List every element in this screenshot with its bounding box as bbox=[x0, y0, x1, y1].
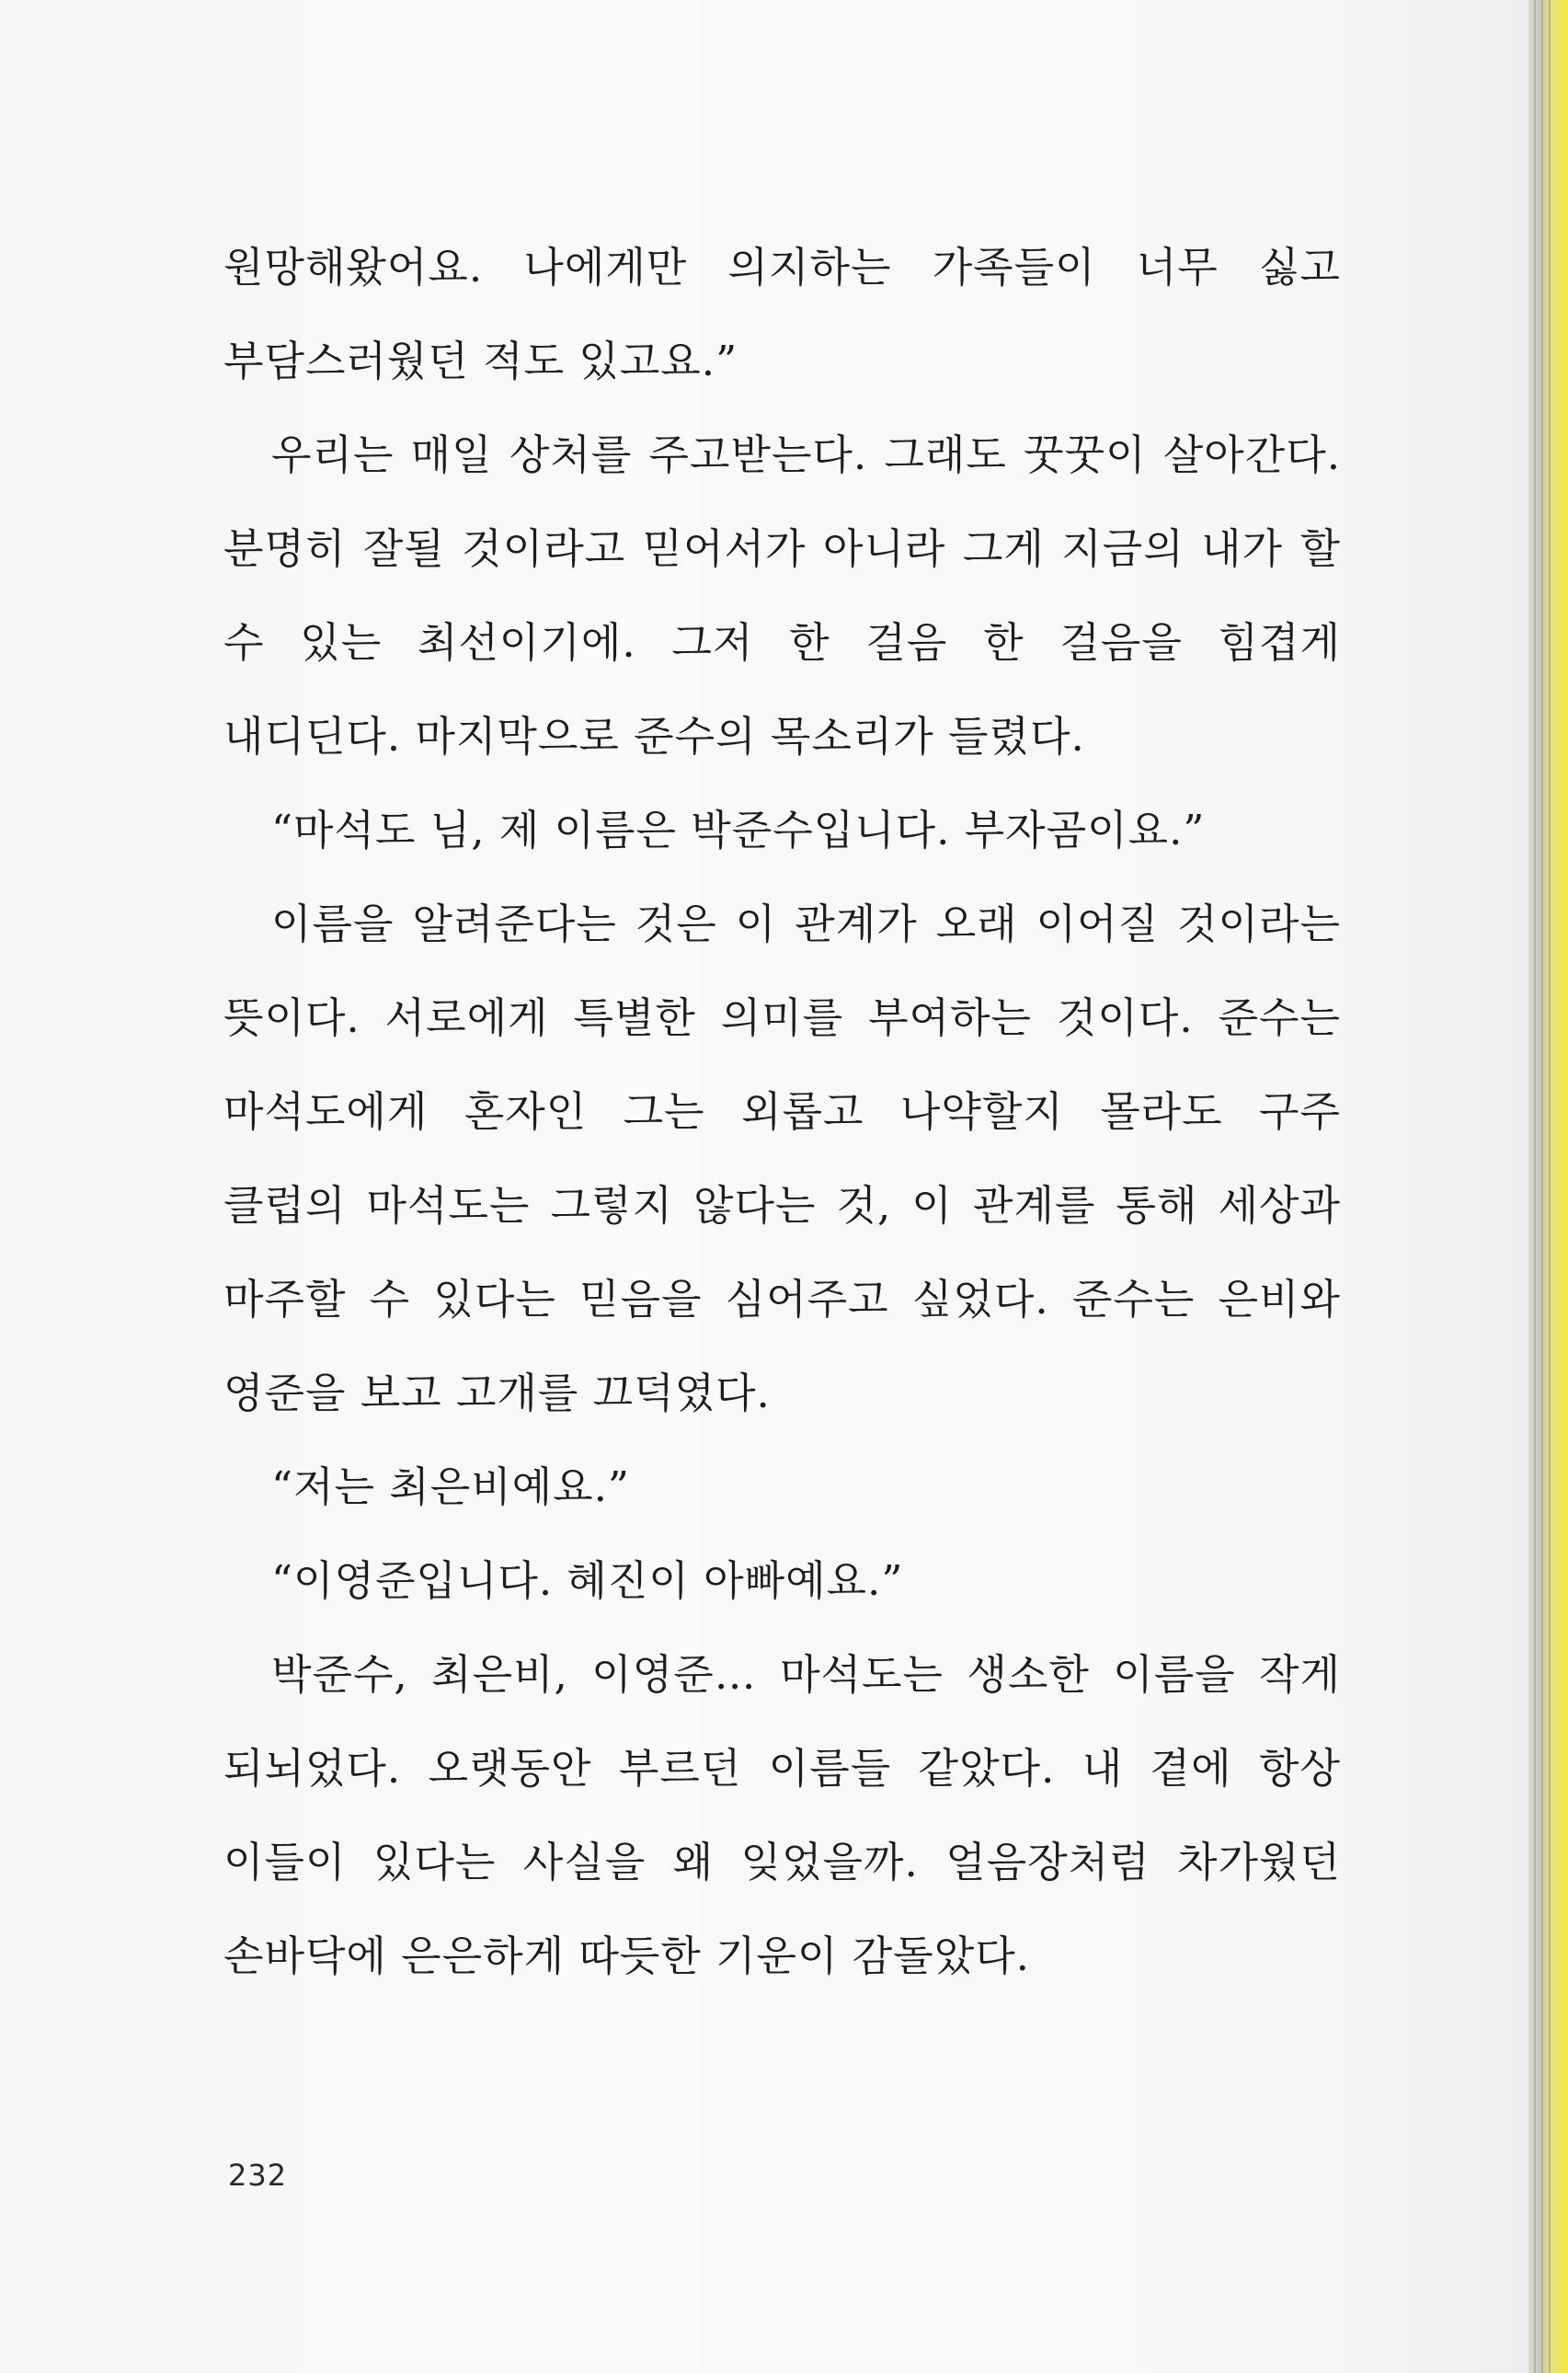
paragraph-2: 우리는 매일 상처를 주고받는다. 그래도 꿋꿋이 살아간다. 분명히 잘될 것이라고 믿어서가 아니라 그게 지금의 내가 할 수 있는 최선이기에. 그저 한 걸음 한 걸음을 힘겹게 내디딘다. 마지막으로 준수의 목소리가 들렸다. bbox=[223, 430, 1341, 761]
paragraph-4: 이름을 알려준다는 것은 이 관계가 오래 이어질 것이라는 뜻이다. 서로에게 특별한 의미를 부여하는 것이다. 준수는 마석도에게 혼자인 그는 외롭고 나약할지 몰라도 구주 클럽의 마석도는 그렇지 않다는 것, 이 관계를 통해 세상과 마주할 수 있다는 믿음을 심어주고 싶었다. 준수는 은비와 영준을 보고 고개를 끄덕였다. bbox=[223, 900, 1341, 1417]
edge-line bbox=[1541, 0, 1543, 2373]
edge-line bbox=[1534, 0, 1536, 2373]
page-number: 232 bbox=[228, 2158, 288, 2193]
paragraph-7: 박준수, 최은비, 이영준… 마석도는 생소한 이름을 작게 되뇌었다. 오랫동안 부르던 이름들 같았다. 내 곁에 항상 이들이 있다는 사실을 왜 잊었을까. 얼음장처럼 차가웠던 손바닥에 은은하게 따듯한 기운이 감돌았다. bbox=[223, 1650, 1341, 1980]
paragraph-5: “저는 최은비예요.” bbox=[271, 1462, 630, 1511]
page-edge bbox=[1528, 0, 1568, 2373]
paragraph-6: “이영준입니다. 혜진이 아빠예요.” bbox=[271, 1556, 904, 1605]
paragraph-3: “마석도 님, 제 이름은 박준수입니다. 부자곰이요.” bbox=[271, 806, 1206, 854]
paragraph-1: 원망해왔어요. 나에게만 의지하는 가족들이 너무 싫고 부담스러웠던 적도 있고요.” bbox=[223, 243, 1341, 385]
body-text bbox=[223, 221, 1341, 2003]
edge-line bbox=[1549, 0, 1551, 2373]
